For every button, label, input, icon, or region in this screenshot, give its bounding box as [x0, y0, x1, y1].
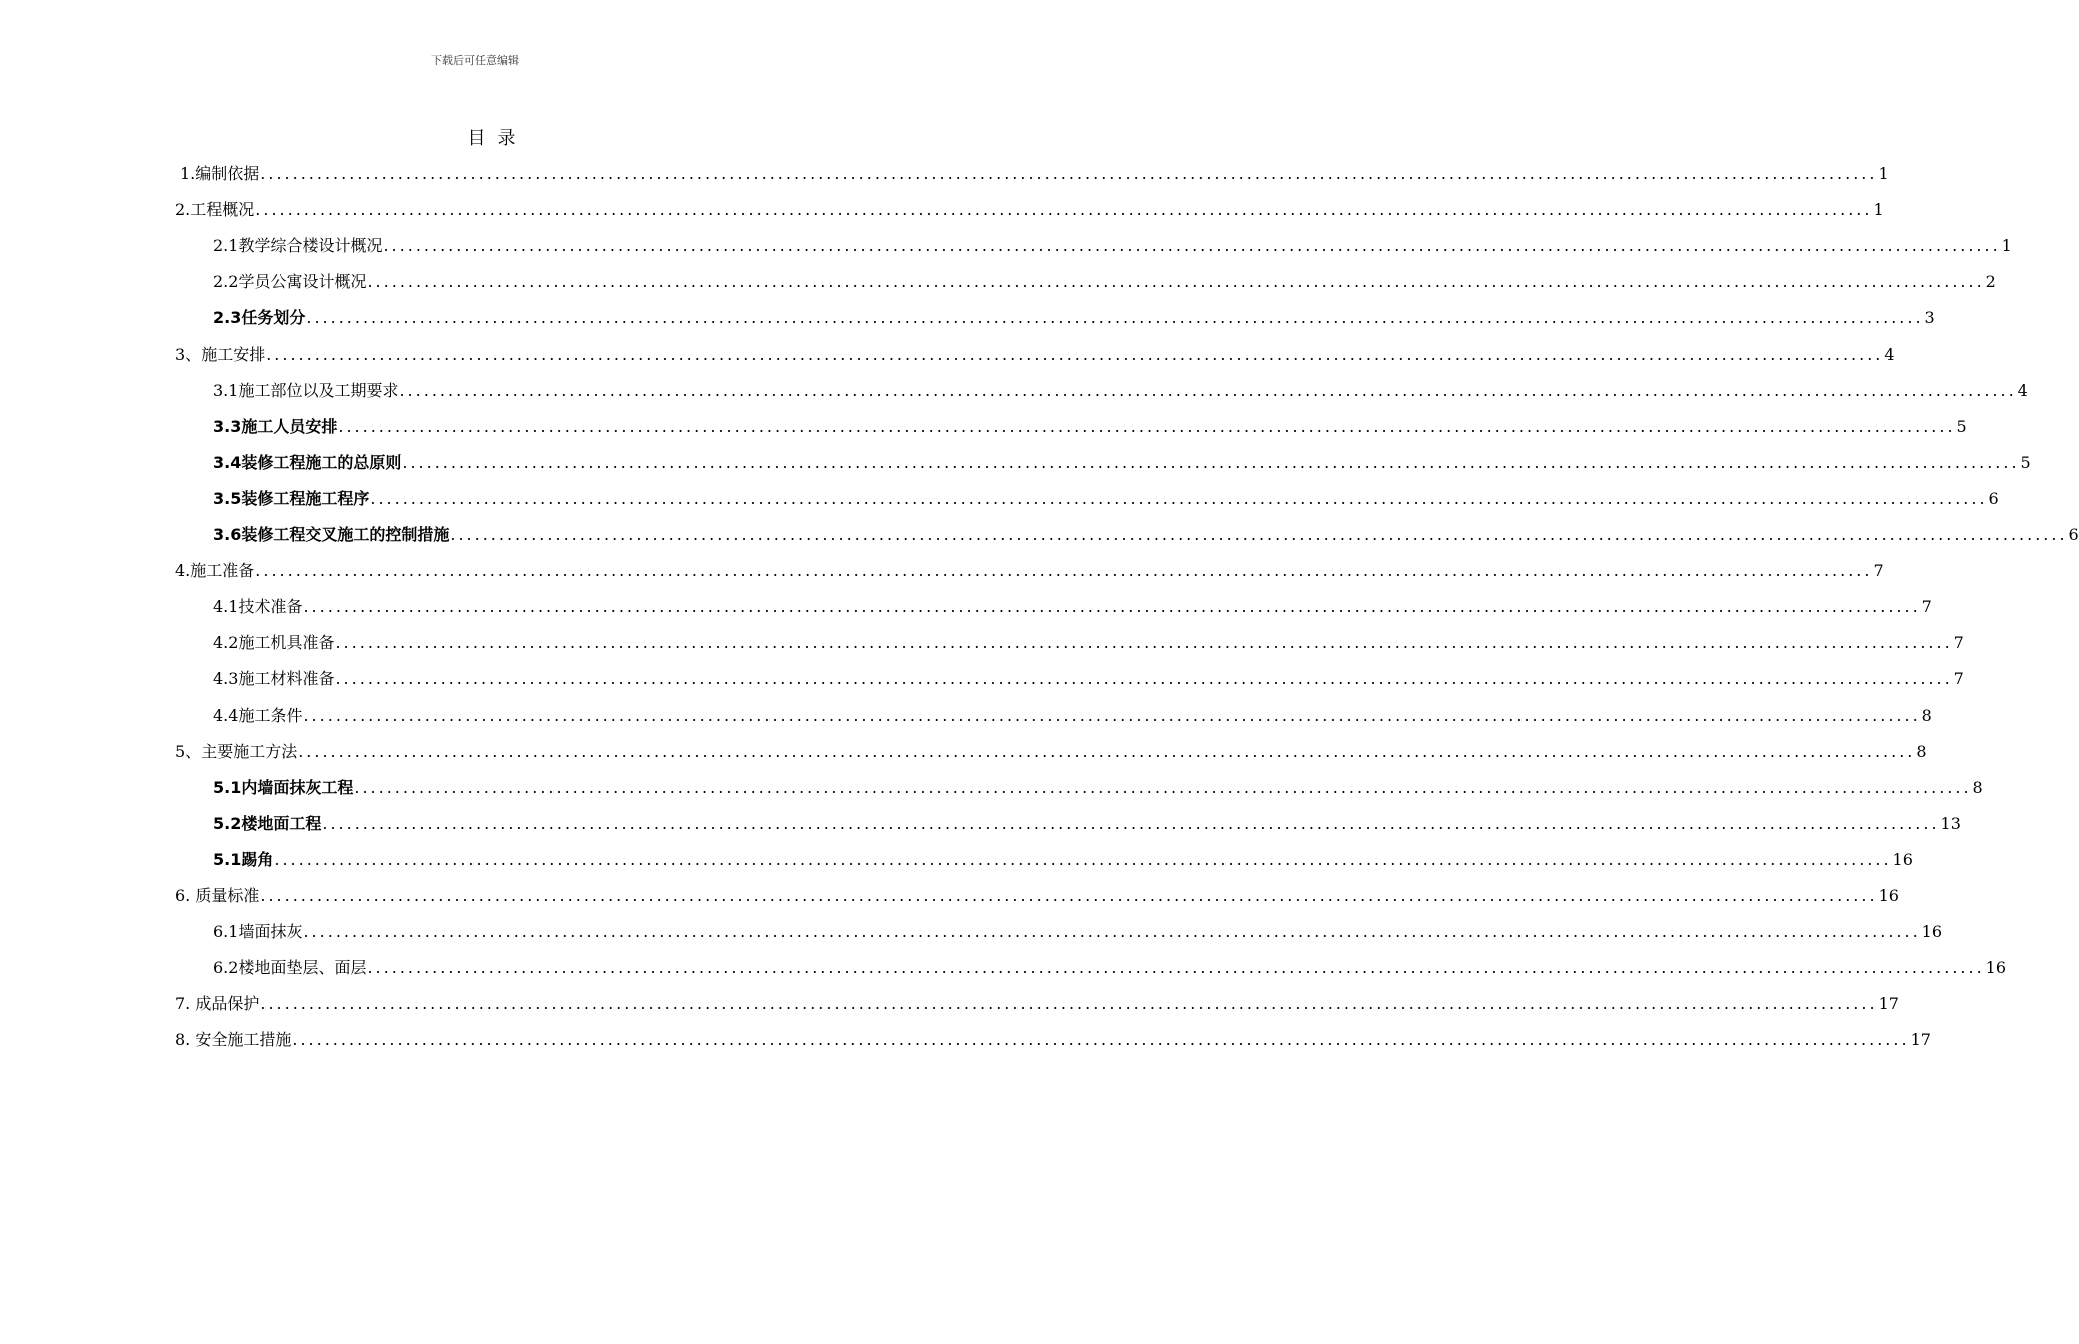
toc-entry-number: 5.1: [213, 777, 242, 797]
toc-entry[interactable]: [0, 770, 1983, 806]
toc-entry-page: 16: [1878, 886, 1899, 905]
toc-entry-label: 施工人员安排: [241, 416, 338, 436]
toc-leader-dots: ........................................................................................................................................................................................................: [298, 741, 1916, 761]
toc-entry[interactable]: [0, 914, 1943, 950]
toc-entry-label: 装修工程交叉施工的控制措施: [241, 525, 450, 544]
toc-leader-dots: ........................................................................................................................................................................................................: [335, 633, 1953, 653]
toc-entry[interactable]: [0, 806, 1961, 842]
toc-entry-label: 工程概况: [190, 200, 255, 220]
toc-entry-number: 2.: [175, 200, 191, 220]
toc-leader-dots: ........................................................................................................................................................................................................: [383, 236, 2001, 256]
toc-entry-page: 6: [2068, 525, 2079, 544]
toc-entry-label: 施工条件: [238, 705, 303, 725]
toc-leader-dots: ........................................................................................................................................................................................................: [303, 922, 1921, 942]
toc-entry[interactable]: [0, 589, 1932, 625]
toc-entry-page: 16: [1985, 958, 2007, 978]
toc-entry-number: 5.1: [213, 849, 242, 869]
toc-entry[interactable]: [0, 481, 1999, 517]
toc-leader-dots: ........................................................................................................................................................................................................: [335, 669, 1953, 689]
toc-entry-label: 施工部位以及工期要求: [238, 380, 399, 400]
toc-entry-label: 楼地面工程: [241, 813, 322, 833]
toc-entry-label: 成品保护: [195, 994, 260, 1014]
toc-entry-number: 2.2: [213, 272, 239, 292]
toc-entry[interactable]: [0, 156, 1889, 192]
toc-entry[interactable]: [0, 986, 1899, 1022]
toc-entry[interactable]: [0, 192, 1884, 228]
toc-leader-dots: ........................................................................................................................................................................................................: [255, 561, 1873, 581]
toc-entry-page: 17: [1878, 994, 1899, 1014]
toc-entry-number: 6.2: [213, 958, 239, 978]
toc-entry-number: 3.4: [213, 452, 242, 472]
toc-entry-page: 2: [1985, 272, 1996, 292]
toc-entry-label: 楼地面垫层、面层: [238, 958, 367, 978]
toc-entry-number: 4.: [175, 561, 191, 581]
toc-leader-dots: ........................................................................................................................................................................................................: [303, 705, 1921, 725]
toc-entry-number: 4.2: [213, 633, 239, 653]
toc-entry[interactable]: [0, 734, 1927, 770]
toc-entry-label: 踢角: [241, 849, 274, 869]
toc-entry-page: 8: [1916, 741, 1927, 761]
toc-entry[interactable]: [0, 625, 1964, 661]
toc-entry-label: 技术准备: [238, 597, 303, 617]
toc-leader-dots: ........................................................................................................................................................................................................: [306, 308, 1924, 328]
toc-entry-label: 学员公寓设计概况: [238, 272, 367, 292]
toc-leader-dots: ........................................................................................................................................................................................................: [354, 777, 1972, 797]
toc-entry-page: 3: [1924, 308, 1935, 328]
toc-entry-page: 4: [2017, 380, 2028, 400]
toc-entry-page: 13: [1940, 813, 1961, 833]
toc-entry-page: 5: [2020, 452, 2031, 472]
toc-entry-label: 装修工程施工的总原则: [241, 452, 402, 472]
toc-entry-label: 内墙面抹灰工程: [241, 777, 354, 797]
toc-entry-page: 8: [1921, 705, 1932, 725]
toc-entry[interactable]: [0, 337, 1895, 373]
toc-leader-dots: ........................................................................................................................................................................................................: [367, 958, 1985, 978]
toc-leader-dots: ........................................................................................................................................................................................................: [260, 994, 1878, 1014]
toc-leader-dots: ........................................................................................................................................................................................................: [450, 525, 2068, 544]
toc-entry-label: 主要施工方法: [201, 741, 298, 761]
toc-leader-dots: ........................................................................................................................................................................................................: [260, 886, 1878, 905]
toc-entry[interactable]: [0, 661, 1964, 697]
toc-entry-label: 装修工程施工程序: [241, 488, 370, 508]
toc-entry-page: 16: [1921, 922, 1943, 942]
toc-entry-page: 8: [1972, 777, 1983, 797]
toc-entry[interactable]: [0, 842, 1913, 878]
toc-entry-page: 1: [1878, 164, 1889, 183]
toc-entry-number: 3.5: [213, 488, 242, 508]
toc-leader-dots: ........................................................................................................................................................................................................: [338, 416, 1956, 436]
toc-leader-dots: ........................................................................................................................................................................................................: [260, 164, 1878, 183]
toc-entry-number: 5.2: [213, 813, 242, 833]
toc-title: 目录: [467, 128, 528, 149]
toc-entry[interactable]: [0, 950, 2007, 986]
toc-leader-dots: ........................................................................................................................................................................................................: [399, 380, 2017, 400]
toc-entry-label: 墙面抹灰: [238, 922, 303, 942]
toc-entry-number: 3.3: [213, 416, 242, 436]
toc-entry[interactable]: [0, 878, 1899, 914]
toc-leader-dots: ........................................................................................................................................................................................................: [292, 1030, 1910, 1050]
toc-entry[interactable]: [0, 264, 1996, 300]
toc-entry[interactable]: [0, 1022, 1931, 1058]
toc-entry[interactable]: [0, 373, 2028, 409]
toc-entry[interactable]: [0, 698, 1932, 734]
toc-leader-dots: ........................................................................................................................................................................................................: [274, 849, 1892, 869]
toc-entry[interactable]: [0, 517, 2079, 553]
toc-entry[interactable]: [0, 409, 1967, 445]
toc-entry[interactable]: [0, 445, 2031, 481]
toc-entry-label: 任务划分: [241, 308, 306, 328]
toc-entry-label: 施工材料准备: [238, 669, 335, 689]
toc-entry-number: 5、: [175, 741, 202, 761]
toc-entry-page: 7: [1921, 597, 1932, 617]
toc-entry-number: 6.1: [213, 922, 239, 942]
toc-entry-number: 3.1: [213, 380, 239, 400]
page-header: 下载后可任意编辑: [431, 54, 519, 67]
toc-entry-label: 施工准备: [190, 561, 255, 581]
toc-entry-label: 安全施工措施: [195, 1030, 292, 1050]
toc-entry-number: 1.: [180, 164, 196, 183]
toc-entry-number: 2.1: [213, 236, 239, 256]
toc-entry[interactable]: [0, 228, 2012, 264]
toc-leader-dots: ........................................................................................................................................................................................................: [266, 344, 1884, 364]
toc-entry-page: 7: [1953, 633, 1964, 653]
toc-entry-label: 施工机具准备: [238, 633, 335, 653]
toc-entry-number: 4.1: [213, 597, 239, 617]
toc-entry-page: 1: [1873, 200, 1884, 220]
toc-leader-dots: ........................................................................................................................................................................................................: [303, 597, 1921, 617]
toc-entry-number: 8.: [175, 1030, 196, 1050]
toc-leader-dots: ........................................................................................................................................................................................................: [255, 200, 1873, 220]
toc-entry-label: 教学综合楼设计概况: [238, 236, 383, 256]
toc-entry[interactable]: [0, 300, 1935, 336]
toc-leader-dots: ........................................................................................................................................................................................................: [370, 488, 1988, 508]
toc-entry-page: 7: [1873, 561, 1884, 581]
toc-entry-number: 7.: [175, 994, 196, 1014]
toc-leader-dots: ........................................................................................................................................................................................................: [367, 272, 1985, 292]
toc-entry-page: 5: [1956, 416, 1967, 436]
toc-entry-number: 4.3: [213, 669, 239, 689]
toc-entry-number: 3、: [175, 344, 202, 364]
toc-entry[interactable]: [0, 553, 1884, 589]
toc-entry-page: 6: [1988, 488, 1999, 508]
toc-entry-label: 编制依据: [195, 164, 260, 183]
toc-leader-dots: ........................................................................................................................................................................................................: [322, 813, 1940, 833]
toc-leader-dots: ........................................................................................................................................................................................................: [402, 452, 2020, 472]
toc-entry-number: 2.3: [213, 308, 242, 328]
toc-entry-page: 16: [1892, 849, 1913, 869]
toc-entry-number: 4.4: [213, 705, 239, 725]
toc-entry-page: 7: [1953, 669, 1964, 689]
toc-entry-page: 1: [2001, 236, 2012, 256]
toc-entry-page: 17: [1910, 1030, 1931, 1050]
toc-entry-number: 6.: [175, 886, 196, 905]
toc-entry-label: 施工安排: [201, 344, 266, 364]
toc-entry-page: 4: [1884, 344, 1895, 364]
toc-entry-label: 质量标准: [195, 886, 260, 905]
toc-entry-number: 3.6: [213, 525, 242, 544]
